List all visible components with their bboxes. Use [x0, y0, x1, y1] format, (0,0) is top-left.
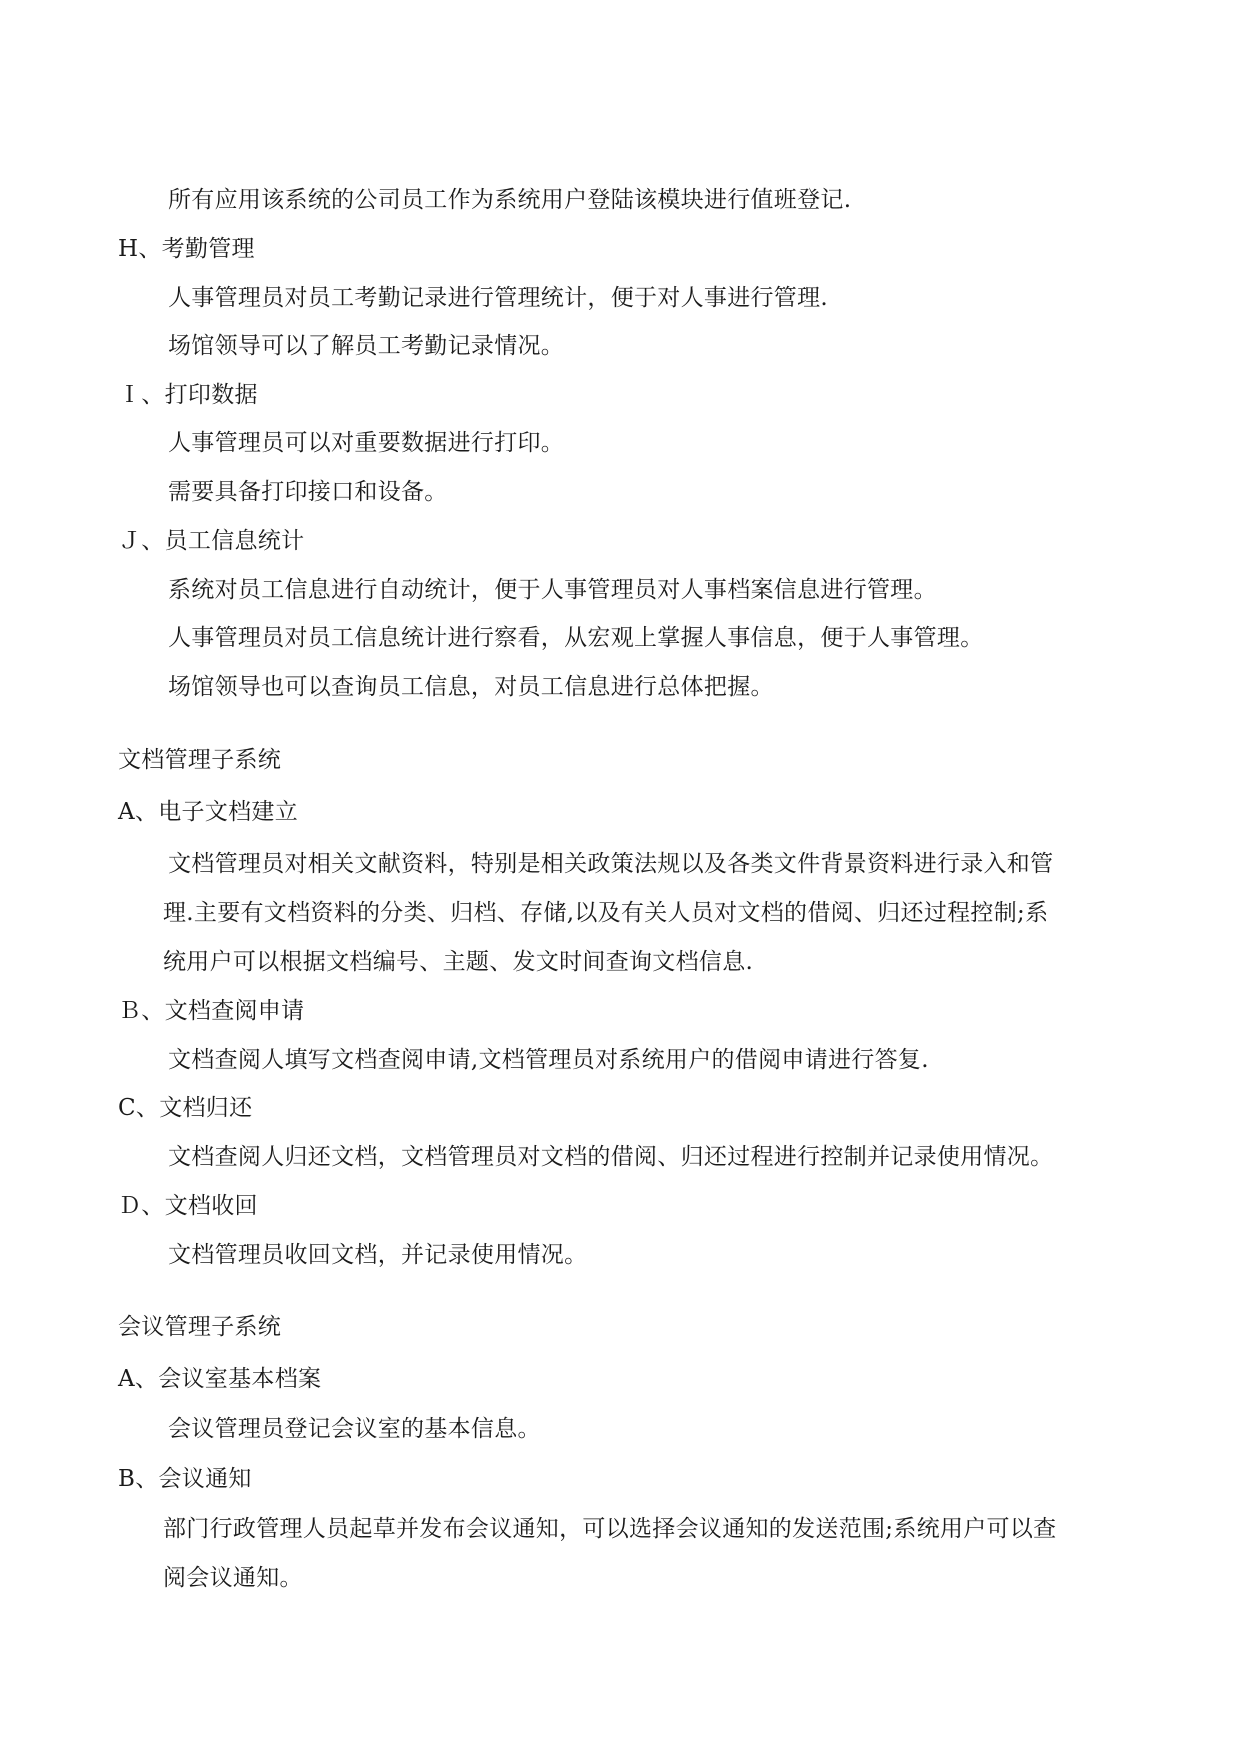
heading-meeting-room-records: A、会议室基本档案 [118, 1366, 322, 1392]
heading-document-recall: Ｄ、文档收回 [118, 1193, 258, 1219]
paragraph-meeting-notice-1: 部门行政管理人员起草并发布会议通知，可以选择会议通知的发送范围;系统用户可以查 [163, 1516, 1057, 1542]
paragraph-meeting-room: 会议管理员登记会议室的基本信息。 [168, 1416, 541, 1442]
paragraph-e-document-2: 理.主要有文档资料的分类、归档、存储,以及有关人员对文档的借阅、归还过程控制;系 [163, 900, 1049, 926]
heading-document-access-request: Ｂ、文档查阅申请 [118, 998, 305, 1024]
paragraph-document-return: 文档查阅人归还文档，文档管理员对文档的借阅、归还过程进行控制并记录使用情况。 [168, 1144, 1054, 1170]
heading-document-return: C、文档归还 [118, 1095, 253, 1121]
heading-print-data: Ｉ、打印数据 [118, 382, 258, 408]
paragraph-e-document-1: 文档管理员对相关文献资料，特别是相关政策法规以及各类文件背景资料进行录入和管 [168, 851, 1054, 877]
paragraph-attendance-2: 场馆领导可以了解员工考勤记录情况。 [168, 333, 565, 359]
paragraph-duty-registration: 所有应用该系统的公司员工作为系统用户登陆该模块进行值班登记. [168, 187, 852, 213]
heading-e-document-creation: A、电子文档建立 [118, 799, 299, 825]
section-title-meeting-management: 会议管理子系统 [118, 1314, 282, 1340]
paragraph-staff-info-1: 系统对员工信息进行自动统计，便于人事管理员对人事档案信息进行管理。 [168, 577, 937, 603]
paragraph-attendance-1: 人事管理员对员工考勤记录进行管理统计，便于对人事进行管理. [168, 285, 829, 311]
paragraph-print-1: 人事管理员可以对重要数据进行打印。 [168, 430, 565, 456]
heading-attendance-management: H、考勤管理 [118, 236, 255, 262]
heading-meeting-notice: B、会议通知 [118, 1466, 252, 1492]
heading-staff-info-stats: Ｊ、员工信息统计 [118, 528, 305, 554]
paragraph-staff-info-2: 人事管理员对员工信息统计进行察看，从宏观上掌握人事信息，便于人事管理。 [168, 625, 984, 651]
paragraph-meeting-notice-2: 阅会议通知。 [163, 1565, 303, 1591]
paragraph-staff-info-3: 场馆领导也可以查询员工信息，对员工信息进行总体把握。 [168, 674, 774, 700]
paragraph-document-access: 文档查阅人填写文档查阅申请,文档管理员对系统用户的借阅申请进行答复. [168, 1047, 929, 1073]
paragraph-document-recall: 文档管理员收回文档，并记录使用情况。 [168, 1242, 588, 1268]
paragraph-print-2: 需要具备打印接口和设备。 [168, 479, 448, 505]
section-title-document-management: 文档管理子系统 [118, 747, 282, 773]
paragraph-e-document-3: 统用户可以根据文档编号、主题、发文时间查询文档信息. [163, 949, 754, 975]
